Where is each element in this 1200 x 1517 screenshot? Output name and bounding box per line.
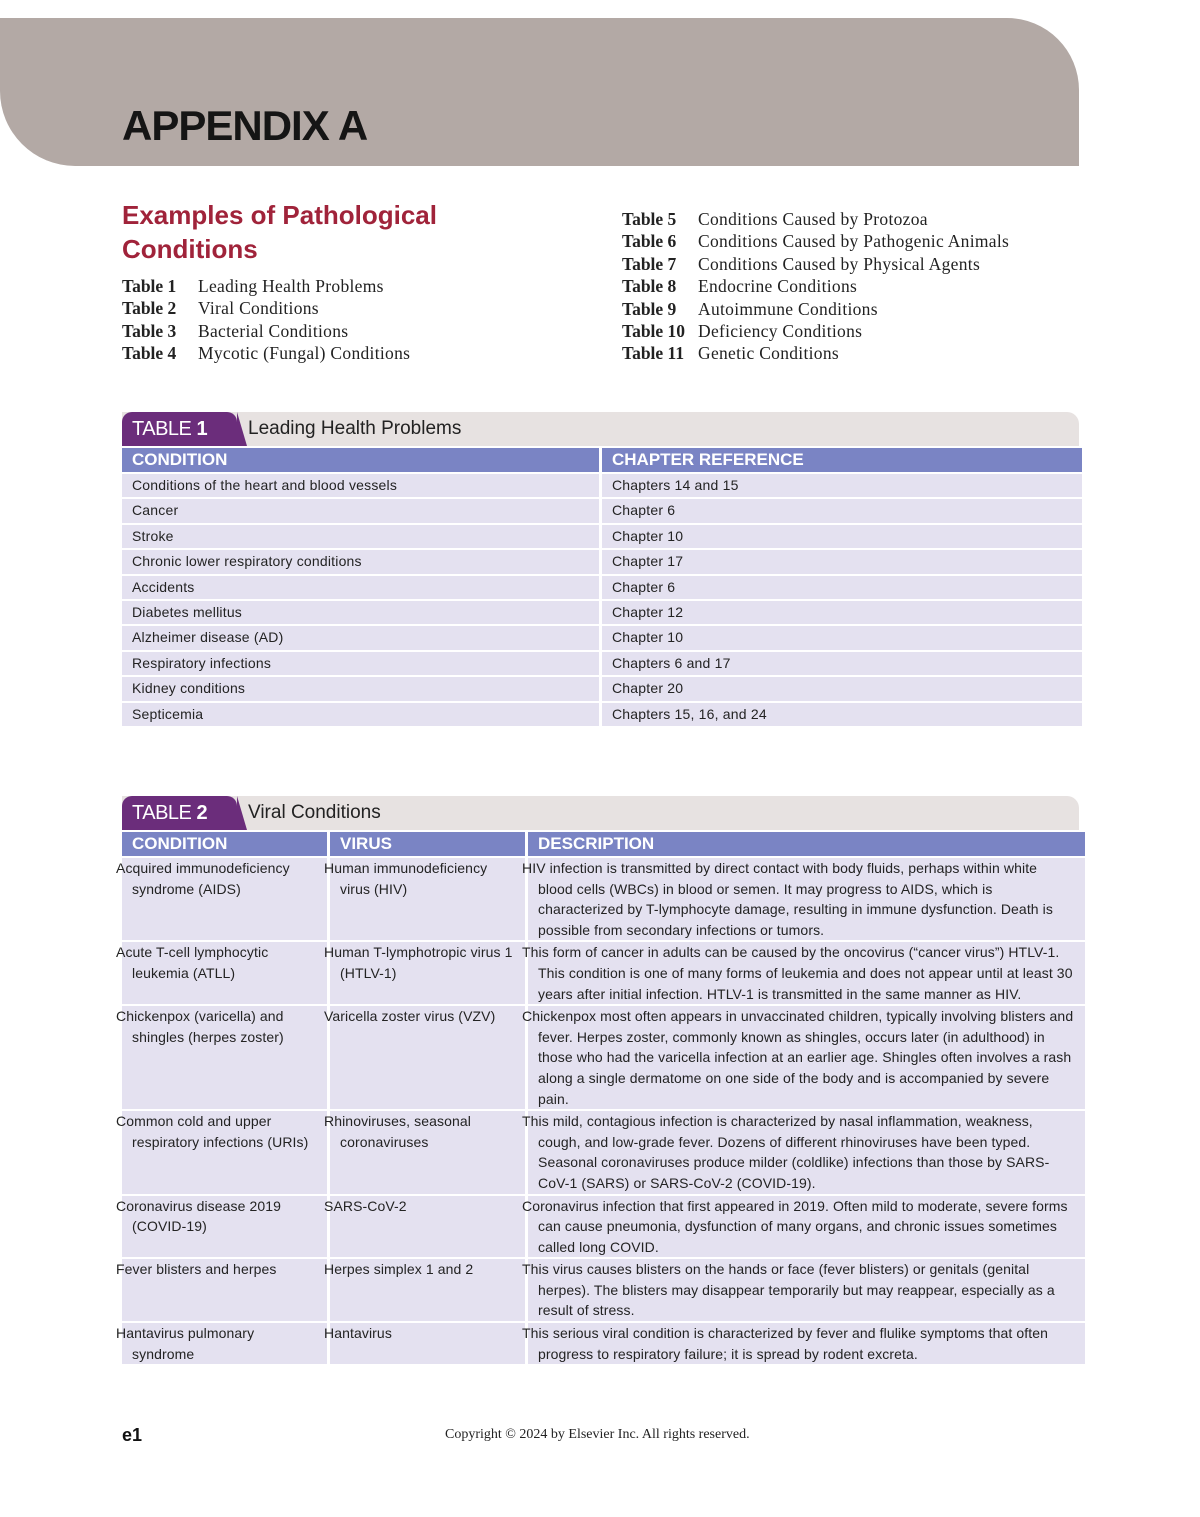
cell-condition: Conditions of the heart and blood vessels xyxy=(122,474,599,497)
table-row xyxy=(122,677,1082,700)
cell-chapter: Chapter 12 xyxy=(602,601,1082,624)
table-1-tab xyxy=(122,412,237,446)
cell-chapter: Chapter 10 xyxy=(602,525,1082,548)
cell-condition: Cancer xyxy=(122,499,599,522)
toc-item xyxy=(122,297,410,319)
column-header-chapter-reference: CHAPTER REFERENCE xyxy=(602,448,1082,472)
table-2-header-bar xyxy=(122,796,1079,830)
table-row xyxy=(122,942,1085,1004)
toc-item-number: Table 9 xyxy=(622,298,677,319)
toc-item-title: Genetic Conditions xyxy=(698,343,840,364)
cell-virus: SARS-CoV-2 xyxy=(330,1196,525,1258)
toc-item-title: Conditions Caused by Pathogenic Animals xyxy=(698,231,1010,252)
table-1-grid xyxy=(119,446,1085,728)
toc-item-number: Table 3 xyxy=(122,320,177,341)
cell-condition: Fever blisters and herpes xyxy=(122,1259,327,1321)
toc-item-number: Table 11 xyxy=(622,343,685,364)
table-2-grid xyxy=(116,830,1088,1366)
cell-condition: Respiratory infections xyxy=(122,652,599,675)
cell-virus: Varicella zoster virus (VZV) xyxy=(330,1006,525,1109)
toc-item-title: Leading Health Problems xyxy=(198,276,384,296)
table-2-title: Viral Conditions xyxy=(248,802,381,823)
table-1 xyxy=(122,412,1079,728)
toc-item-number: Table 7 xyxy=(622,253,677,274)
toc-item-title: Endocrine Conditions xyxy=(698,276,858,297)
cell-chapter: Chapter 10 xyxy=(602,626,1082,649)
toc-item xyxy=(622,342,1009,364)
table-2-tab-label: TABLE xyxy=(132,802,192,824)
cell-condition: Hantavirus pulmonary syndrome xyxy=(122,1323,327,1364)
cell-chapter: Chapter 20 xyxy=(602,677,1082,700)
cell-description: HIV infection is transmitted by direct contact with body fluids, perhaps within white blood cells (WBCs) in blood or semen. It may progress to AIDS, which is characterized by T-lymphocyte damage, resulting in immune dysfunction. Death is possible from secondary infections or tumors. xyxy=(528,858,1085,940)
table-2-tab xyxy=(122,796,237,830)
toc-item xyxy=(622,320,1009,342)
toc-item xyxy=(122,320,410,342)
cell-virus: Human immunodeficiency virus (HIV) xyxy=(330,858,525,940)
cell-description: Chickenpox most often appears in unvaccinated children, typically involving blisters and fever. Herpes zoster, commonly known as shingles, occurs later (in adulthood) in those who had the varicella infection at an earlier age. Shingles often involves a rash along a single dermatome on one side of the body and is accompanied by severe pain. xyxy=(528,1006,1085,1109)
table-row xyxy=(122,576,1082,599)
cell-description: Coronavirus infection that first appeared in 2019. Often mild to moderate, severe forms can cause pneumonia, dysfunction of many organs, and chronic issues sometimes called long COVID. xyxy=(528,1196,1085,1258)
table-header-row xyxy=(122,448,1082,472)
table-row xyxy=(122,858,1085,940)
cell-virus: Herpes simplex 1 and 2 xyxy=(330,1259,525,1321)
cell-description: This serious viral condition is characterized by fever and flulike symptoms that often progress to respiratory failure; it is spread by rodent excreta. xyxy=(528,1323,1085,1364)
table-row xyxy=(122,1259,1085,1321)
toc-item-title: Conditions Caused by Physical Agents xyxy=(698,253,981,274)
copyright-notice: Copyright © 2024 by Elsevier Inc. All rights reserved. xyxy=(445,1427,750,1442)
toc-list-right xyxy=(622,208,1009,365)
cell-condition: Chickenpox (varicella) and shingles (herpes zoster) xyxy=(122,1006,327,1109)
table-2-tab-number: 2 xyxy=(196,802,208,824)
toc-item-title: Deficiency Conditions xyxy=(698,320,863,341)
toc-item-number: Table 1 xyxy=(122,276,177,296)
table-row xyxy=(122,525,1082,548)
cell-chapter: Chapter 6 xyxy=(602,576,1082,599)
toc-list-left xyxy=(122,275,410,365)
toc-item-number: Table 8 xyxy=(622,276,677,297)
toc-item xyxy=(622,298,1009,320)
table-row xyxy=(122,550,1082,573)
toc-item xyxy=(622,208,1009,230)
toc-item-number: Table 5 xyxy=(622,209,677,229)
page-number: e1 xyxy=(122,1425,143,1445)
cell-condition: Kidney conditions xyxy=(122,677,599,700)
table-row xyxy=(122,652,1082,675)
toc-item xyxy=(622,253,1009,275)
toc-item-title: Mycotic (Fungal) Conditions xyxy=(198,343,411,364)
cell-condition: Coronavirus disease 2019 (COVID-19) xyxy=(122,1196,327,1258)
toc-item-title: Autoimmune Conditions xyxy=(698,298,878,319)
cell-description: This mild, contagious infection is characterized by nasal inflammation, weakness, cough, and low-grade fever. Dozens of different rhinoviruses have been typed. Seasonal coronaviruses produce milder (coldlike) infections than those by SARS-CoV-1 (SARS) or SARS-CoV-2 (COVID-19). xyxy=(528,1111,1085,1193)
cell-description: This form of cancer in adults can be caused by the oncovirus (“cancer virus”) HTLV-1. This condition is one of many forms of leukemia and does not appear until at least 30 years after initial infection. HTLV-1 is transmitted in the same manner as HIV. xyxy=(528,942,1085,1004)
cell-condition: Diabetes mellitus xyxy=(122,601,599,624)
cell-condition: Acute T-cell lymphocytic leukemia (ATLL) xyxy=(122,942,327,1004)
toc-item xyxy=(122,275,410,297)
table-row xyxy=(122,1006,1085,1109)
table-row xyxy=(122,1196,1085,1258)
cell-condition: Accidents xyxy=(122,576,599,599)
cell-chapter: Chapters 14 and 15 xyxy=(602,474,1082,497)
column-header-description: DESCRIPTION xyxy=(528,832,1085,856)
cell-virus: Rhinoviruses, seasonal coronaviruses xyxy=(330,1111,525,1193)
toc-item-title: Bacterial Conditions xyxy=(198,320,349,341)
cell-chapter: Chapter 17 xyxy=(602,550,1082,573)
cell-virus: Human T-lymphotropic virus 1 (HTLV-1) xyxy=(330,942,525,1004)
table-row xyxy=(122,601,1082,624)
cell-condition: Acquired immunodeficiency syndrome (AIDS) xyxy=(122,858,327,940)
cell-chapter: Chapters 15, 16, and 24 xyxy=(602,703,1082,726)
cell-chapter: Chapter 6 xyxy=(602,499,1082,522)
table-row xyxy=(122,499,1082,522)
toc-item-title: Conditions Caused by Protozoa xyxy=(698,209,928,229)
toc-item-number: Table 2 xyxy=(122,298,177,319)
table-1-header-bar xyxy=(122,412,1079,446)
table-row xyxy=(122,626,1082,649)
table-header-row xyxy=(122,832,1085,856)
appendix-title: APPENDIX A xyxy=(122,102,368,149)
table-row xyxy=(122,1323,1085,1364)
table-row xyxy=(122,703,1082,726)
column-header-condition: CONDITION xyxy=(122,448,599,472)
table-row xyxy=(122,474,1082,497)
toc-item-number: Table 4 xyxy=(122,343,177,364)
cell-condition: Common cold and upper respiratory infections (URIs) xyxy=(122,1111,327,1193)
table-row xyxy=(122,1111,1085,1193)
table-1-title: Leading Health Problems xyxy=(248,418,462,439)
toc-item xyxy=(622,275,1009,297)
toc-item xyxy=(622,230,1009,252)
table-2 xyxy=(116,796,1079,1366)
table-1-tab-label: TABLE xyxy=(132,418,192,440)
cell-virus: Hantavirus xyxy=(330,1323,525,1364)
toc-item-number: Table 10 xyxy=(622,320,686,341)
cell-chapter: Chapters 6 and 17 xyxy=(602,652,1082,675)
column-header-condition: CONDITION xyxy=(122,832,327,856)
cell-description: This virus causes blisters on the hands or face (fever blisters) or genitals (genital herpes). The blisters may disappear temporarily but may reappear, especially as a result of stress. xyxy=(528,1259,1085,1321)
section-heading: Examples of Pathological Conditions xyxy=(122,200,437,264)
cell-condition: Chronic lower respiratory conditions xyxy=(122,550,599,573)
toc-item-title: Viral Conditions xyxy=(198,298,319,319)
cell-condition: Stroke xyxy=(122,525,599,548)
table-1-tab-number: 1 xyxy=(196,418,208,440)
cell-condition: Septicemia xyxy=(122,703,599,726)
column-header-virus: VIRUS xyxy=(330,832,525,856)
toc-item xyxy=(122,342,410,364)
toc-item-number: Table 6 xyxy=(622,231,677,252)
cell-condition: Alzheimer disease (AD) xyxy=(122,626,599,649)
